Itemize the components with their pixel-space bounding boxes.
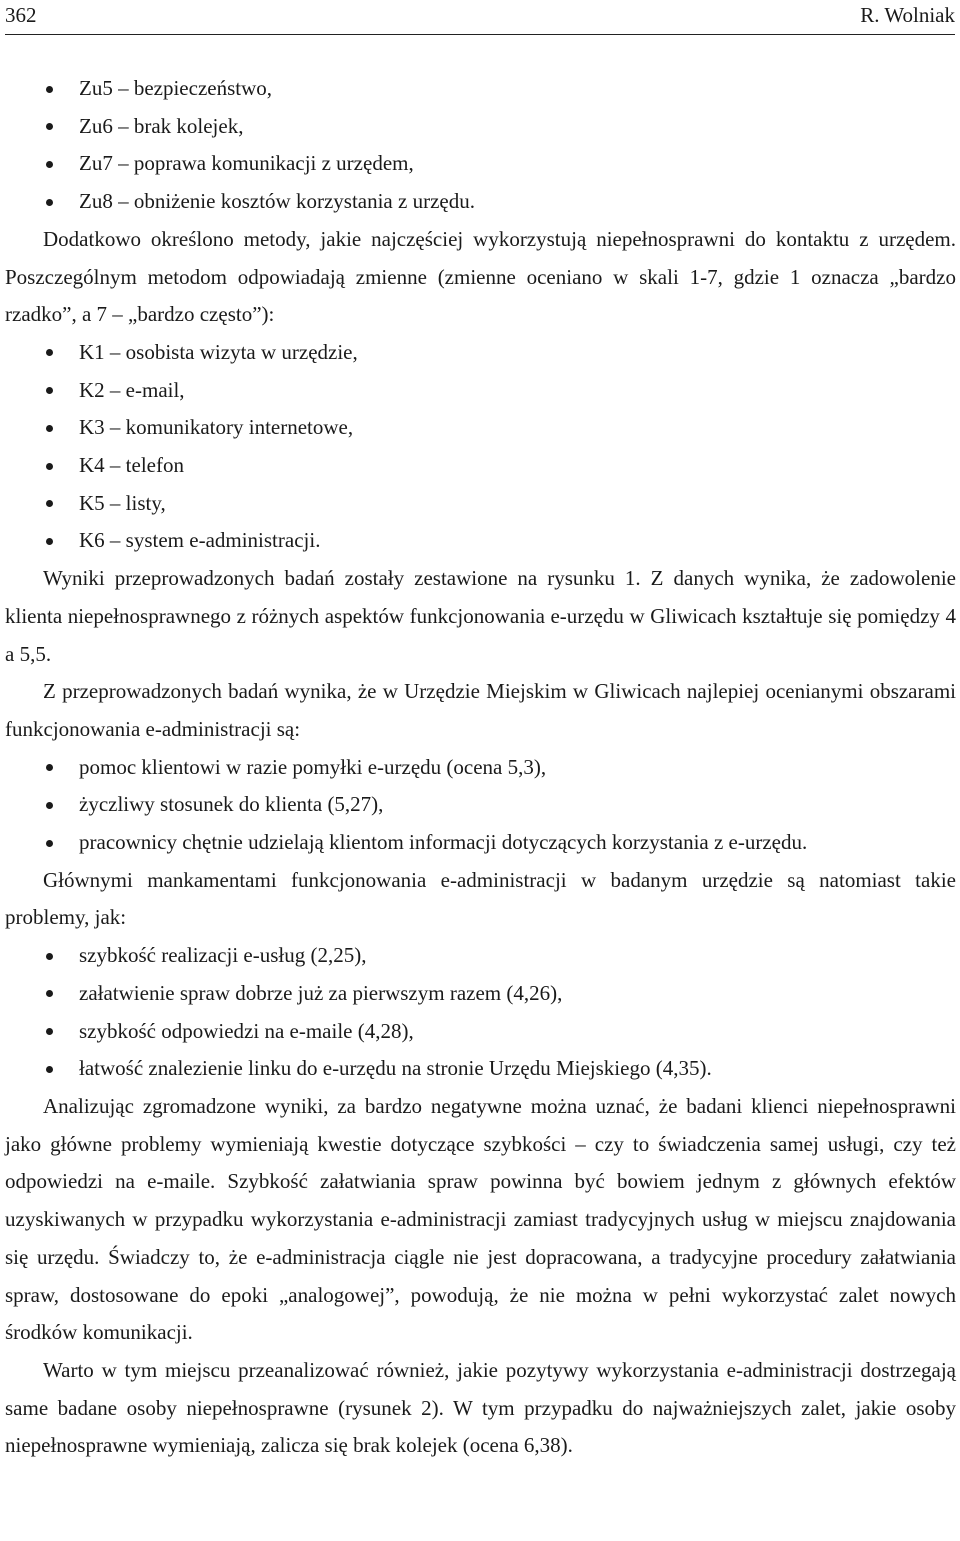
- bullet-icon: [46, 349, 53, 356]
- bullet-icon: [46, 840, 53, 847]
- list-satisfaction-variables: [5, 70, 956, 221]
- list-item: [5, 447, 956, 485]
- paragraph-methods: Dodatkowo określono metody, jakie najczęściej wykorzystują niepełnosprawni do kontaktu z urzędem. Poszczególnym metodom odpowiadają zmienne (zmienne oceniano w skali 1-7, gdzie 1 oznacza „bardzo rzadko”, a 7 – „bardzo często”):: [5, 226, 956, 327]
- list-item: [5, 372, 956, 410]
- page-number: 362: [5, 3, 37, 27]
- bullet-icon: [46, 802, 53, 809]
- list-item: [5, 975, 956, 1013]
- bullet-icon: [46, 86, 53, 93]
- list-shortcomings: [5, 937, 956, 1088]
- list-item: [5, 522, 956, 560]
- list-item-text: Zu8 – obniżenie kosztów korzystania z urzędu.: [79, 189, 475, 214]
- paragraph-results: Wyniki przeprowadzonych badań zostały zestawione na rysunku 1. Z danych wynika, że zadowolenie klienta niepełnosprawnego z różnych aspektów funkcjonowania e-urzędu w Gliwicach kształtuje się pomiędzy 4 a 5,5.: [5, 566, 956, 666]
- list-item: [5, 786, 956, 824]
- list-item-text: łatwość znalezienie linku do e-urzędu na stronie Urzędu Miejskiego (4,35).: [79, 1056, 712, 1081]
- list-item-text: pomoc klientowi w razie pomyłki e-urzędu (ocena 5,3),: [79, 754, 547, 779]
- list-item-text: szybkość realizacji e-usług (2,25),: [79, 943, 367, 968]
- list-item: [5, 485, 956, 523]
- list-item: [5, 749, 956, 787]
- list-item: [5, 183, 956, 221]
- bullet-icon: [46, 953, 53, 960]
- list-item-text: K4 – telefon: [79, 453, 184, 478]
- list-item-text: życzliwy stosunek do klienta (5,27),: [79, 792, 384, 817]
- paragraph-shortcomings: Głównymi mankamentami funkcjonowania e-administracji w badanym urzędzie są natomiast takie problemy, jak:: [5, 867, 956, 930]
- list-item-text: szybkość odpowiedzi na e-maile (4,28),: [79, 1018, 414, 1043]
- bullet-icon: [46, 161, 53, 168]
- list-item-text: K5 – listy,: [79, 490, 166, 515]
- bullet-icon: [46, 538, 53, 545]
- paragraph-analysis: Analizując zgromadzone wyniki, za bardzo negatywne można uznać, że badani klienci niepełnosprawni jako główne problemy wymieniają kwestie dotyczące szybkości – czy to świadczenia samej usługi, czy też odpowiedzi na e-maile. Szybkość załatwiania spraw powinna być bowiem jednym z głównych efektów uzyskiwanych w przypadku wykorzystania e-administracji zamiast tradycyjnych usług w miejscu znajdowania się urzędu. Świadczy to, że e-administracja ciągle nie jest dopracowana, a tradycyjne procedury załatwiania spraw, dostosowane do epoki „analogowej”, powodują, że nie można w pełni wykorzystać zalet nowych środków komunikacji.: [5, 1093, 956, 1345]
- list-item-text: K1 – osobista wizyta w urzędzie,: [79, 339, 358, 364]
- paragraph-positives: Warto w tym miejscu przeanalizować również, jakie pozytywy wykorzystania e-administracji dostrzegają same badane osoby niepełnosprawne (rysunek 2). W tym przypadku do najważniejszych zalet, jakie osoby niepełnosprawne wymieniają, zalicza się brak kolejek (ocena 6,38).: [5, 1357, 956, 1458]
- bullet-icon: [46, 1066, 53, 1073]
- paragraph-best-areas: Z przeprowadzonych badań wynika, że w Urzędzie Miejskim w Gliwicach najlepiej ocenianymi obszarami funkcjonowania e-administracji są:: [5, 679, 956, 741]
- list-item-text: K3 – komunikatory internetowe,: [79, 415, 354, 440]
- bullet-icon: [46, 425, 53, 432]
- bullet-icon: [46, 764, 53, 771]
- list-item-text: pracownicy chętnie udzielają klientom informacji dotyczących korzystania z e-urzędu.: [79, 830, 808, 855]
- bullet-icon: [46, 500, 53, 507]
- list-item-text: K6 – system e-administracji.: [79, 528, 321, 553]
- list-item: [5, 108, 956, 146]
- list-item: [5, 70, 956, 108]
- running-author: R. Wolniak: [860, 3, 955, 27]
- list-item: [5, 1050, 956, 1088]
- running-header: [5, 0, 955, 30]
- header-rule: [5, 34, 955, 35]
- bullet-icon: [46, 387, 53, 394]
- list-item-text: K2 – e-mail,: [79, 377, 185, 402]
- list-item-text: Zu7 – poprawa komunikacji z urzędem,: [79, 151, 414, 176]
- body-text: [5, 70, 956, 1465]
- bullet-icon: [46, 463, 53, 470]
- bullet-icon: [46, 123, 53, 130]
- list-item: [5, 1013, 956, 1051]
- list-item: [5, 409, 956, 447]
- bullet-icon: [46, 1028, 53, 1035]
- list-contact-methods: [5, 334, 956, 560]
- bullet-icon: [46, 199, 53, 206]
- list-item: [5, 937, 956, 975]
- list-item-text: Zu6 – brak kolejek,: [79, 113, 244, 138]
- list-item: [5, 145, 956, 183]
- list-item: [5, 824, 956, 862]
- list-item-text: Zu5 – bezpieczeństwo,: [79, 76, 273, 100]
- bullet-icon: [46, 990, 53, 997]
- list-item-text: załatwienie spraw dobrze już za pierwszym razem (4,26),: [79, 980, 563, 1005]
- list-best-areas: [5, 749, 956, 862]
- list-item: [5, 334, 956, 372]
